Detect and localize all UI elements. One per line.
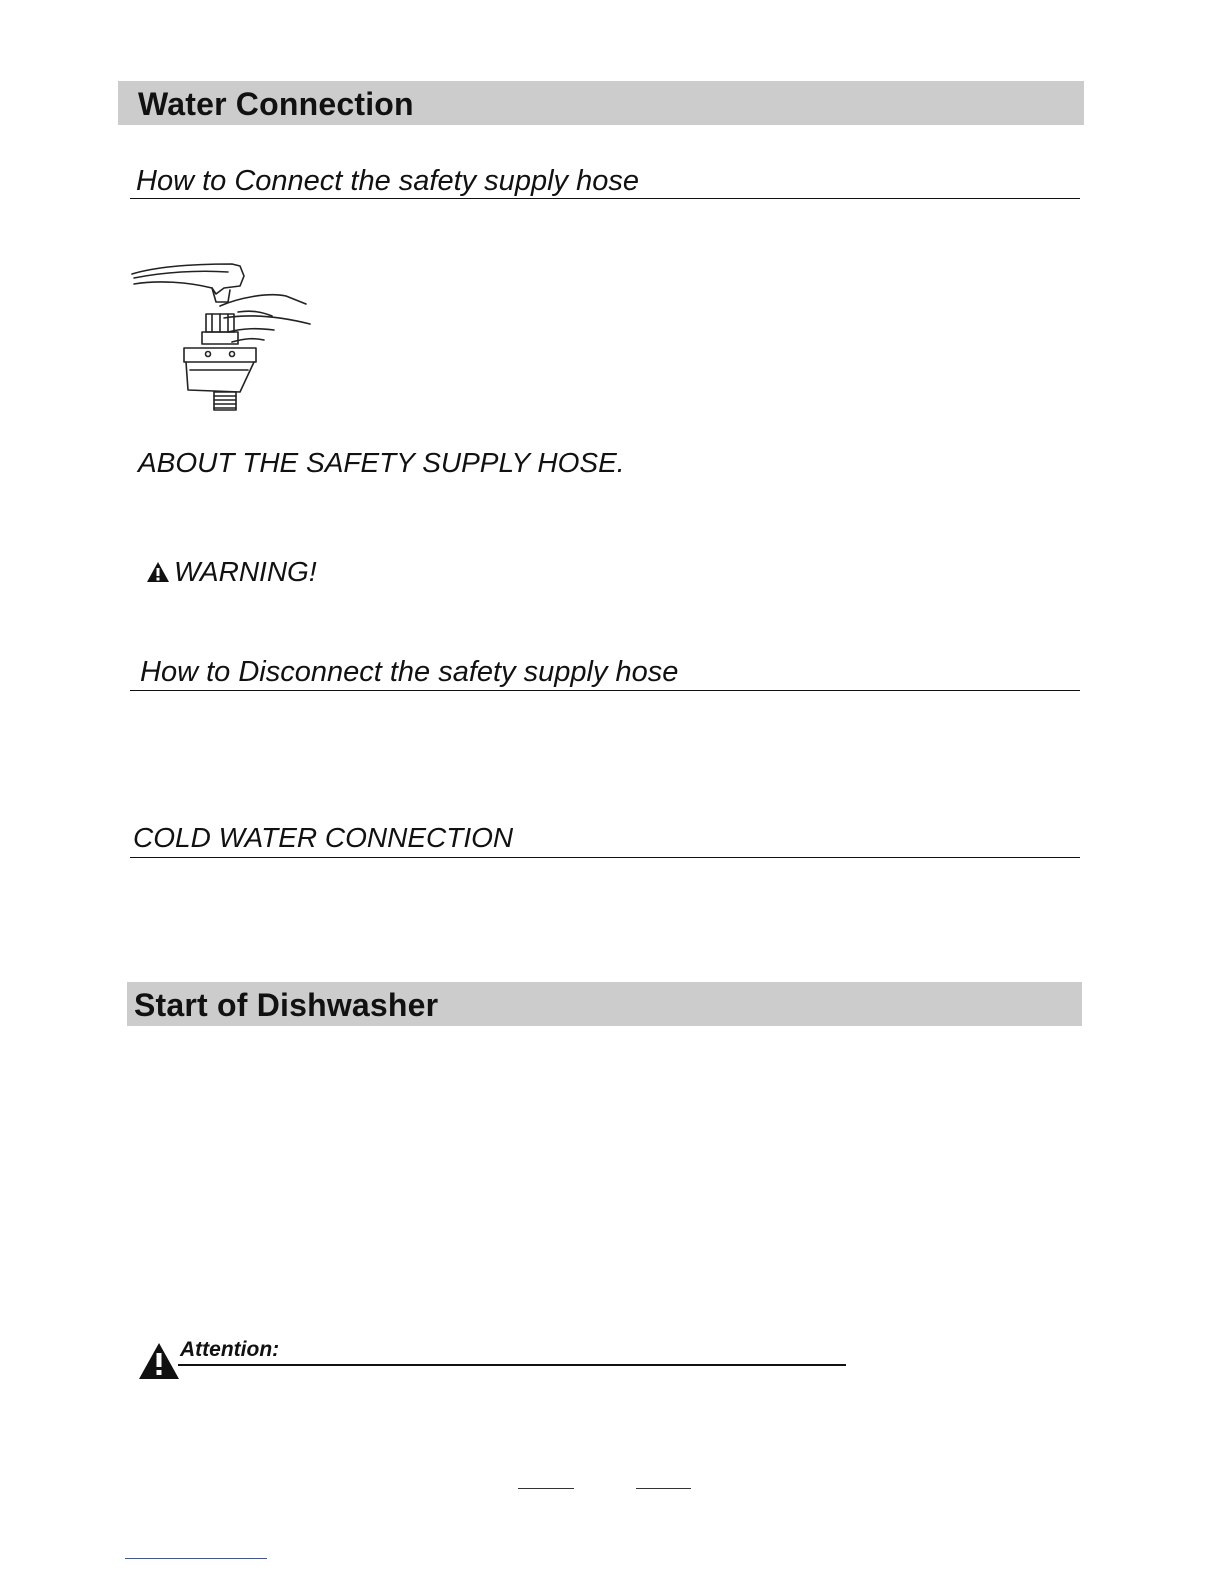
warning-callout xyxy=(146,556,317,588)
warning-label: WARNING! xyxy=(174,556,317,587)
start-of-dishwasher-section-bar xyxy=(127,982,1082,1026)
bottom-short-rule-right xyxy=(636,1488,691,1489)
water-connection-section-bar xyxy=(118,81,1084,125)
connect-hose-heading: How to Connect the safety supply hose xyxy=(136,165,639,197)
bottom-short-rule-left xyxy=(518,1488,574,1489)
cold-water-connection-heading: COLD WATER CONNECTION xyxy=(133,822,514,853)
about-safety-hose-heading: ABOUT THE SAFETY SUPPLY HOSE. xyxy=(138,447,625,478)
warning-triangle-icon xyxy=(146,561,170,583)
disconnect-hose-heading: How to Disconnect the safety supply hose xyxy=(140,656,679,688)
disconnect-hose-heading-underline xyxy=(130,690,1080,691)
cold-water-heading-underline xyxy=(130,857,1080,858)
attention-underline xyxy=(178,1364,846,1366)
connect-hose-heading-underline xyxy=(130,198,1080,199)
faucet-hose-connection-illustration xyxy=(128,258,320,414)
footer-link-rule xyxy=(125,1558,267,1559)
water-connection-title: Water Connection xyxy=(138,86,414,122)
start-of-dishwasher-title: Start of Dishwasher xyxy=(134,987,439,1023)
attention-label: Attention: xyxy=(180,1338,280,1361)
attention-warning-icon xyxy=(138,1342,180,1380)
